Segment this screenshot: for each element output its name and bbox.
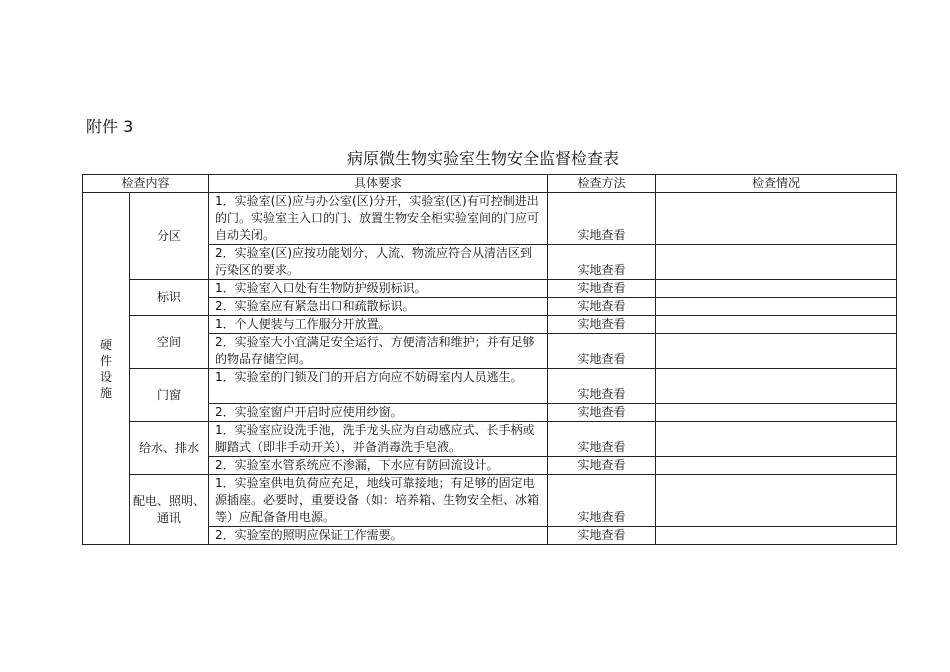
header-row: [83, 175, 897, 193]
method-cell: 实地查看: [548, 334, 656, 369]
requirement-cell: 2．实验室水管系统应不渗漏，下水应有防回流设计。: [209, 457, 548, 475]
situation-cell[interactable]: [656, 527, 897, 545]
header-check-content: 检查内容: [83, 175, 209, 193]
requirement-cell: 1．个人便装与工作服分开放置。: [209, 316, 548, 334]
method-cell: 实地查看: [548, 245, 656, 280]
requirement-cell: 2．实验室窗户开启时应使用纱窗。: [209, 404, 548, 422]
situation-cell[interactable]: [656, 475, 897, 527]
requirement-cell: 2．实验室应有紧急出口和疏散标识。: [209, 298, 548, 316]
requirement-cell: 1．实验室的门锁及门的开启方向应不妨碍室内人员逃生。: [209, 369, 548, 404]
category-label: 硬件设施: [99, 337, 112, 400]
method-cell: 实地查看: [548, 298, 656, 316]
method-cell: 实地查看: [548, 527, 656, 545]
situation-cell[interactable]: [656, 193, 897, 245]
subcategory-cell: 分区: [130, 193, 209, 280]
requirement-cell: 2．实验室大小宜满足安全运行、方便清洁和维护；并有足够的物品存储空间。: [209, 334, 548, 369]
annex-label: 附件 3: [86, 117, 134, 136]
situation-cell[interactable]: [656, 316, 897, 334]
table-row: [83, 475, 897, 527]
subcategory-cell: 空间: [130, 316, 209, 369]
requirement-cell: 1．实验室(区)应与办公室(区)分开，实验室(区)有可控制进出的门。实验室主入口的门、放置生物安全柜实验室间的门应可自动关闭。: [209, 193, 548, 245]
inspection-table: [82, 174, 897, 545]
subcategory-cell: 门窗: [130, 369, 209, 422]
situation-cell[interactable]: [656, 280, 897, 298]
table-row: [83, 316, 897, 334]
method-cell: 实地查看: [548, 316, 656, 334]
subcategory-cell: 标识: [130, 280, 209, 316]
situation-cell[interactable]: [656, 422, 897, 457]
table-row: [83, 280, 897, 298]
method-cell: 实地查看: [548, 404, 656, 422]
requirement-cell: 1．实验室应设洗手池，洗手龙头应为自动感应式、长手柄或脚踏式（即非手动开关），并备消毒洗手皂液。: [209, 422, 548, 457]
table-row: [83, 369, 897, 404]
situation-cell[interactable]: [656, 245, 897, 280]
category-cell: [83, 193, 130, 545]
requirement-cell: 1．实验室供电负荷应充足，地线可靠接地；有足够的固定电源插座。必要时，重要设备（如：培养箱、生物安全柜、冰箱等）应配备备用电源。: [209, 475, 548, 527]
document-title: 病原微生物实验室生物安全监督检查表: [346, 149, 619, 168]
situation-cell[interactable]: [656, 298, 897, 316]
method-cell: 实地查看: [548, 457, 656, 475]
situation-cell[interactable]: [656, 334, 897, 369]
table-row: [83, 422, 897, 457]
method-cell: 实地查看: [548, 193, 656, 245]
header-situation: 检查情况: [656, 175, 897, 193]
requirement-cell: 1．实验室入口处有生物防护级别标识。: [209, 280, 548, 298]
header-method: 检查方法: [548, 175, 656, 193]
subcategory-cell: 给水、排水: [130, 422, 209, 475]
situation-cell[interactable]: [656, 457, 897, 475]
situation-cell[interactable]: [656, 404, 897, 422]
requirement-cell: 2．实验室(区)应按功能划分，人流、物流应符合从清洁区到污染区的要求。: [209, 245, 548, 280]
method-cell: 实地查看: [548, 369, 656, 404]
subcategory-cell: 配电、照明、通讯: [130, 475, 209, 545]
method-cell: 实地查看: [548, 280, 656, 298]
table-row: [83, 193, 897, 245]
situation-cell[interactable]: [656, 369, 897, 404]
method-cell: 实地查看: [548, 422, 656, 457]
requirement-cell: 2．实验室的照明应保证工作需要。: [209, 527, 548, 545]
header-requirements: 具体要求: [209, 175, 548, 193]
method-cell: 实地查看: [548, 475, 656, 527]
